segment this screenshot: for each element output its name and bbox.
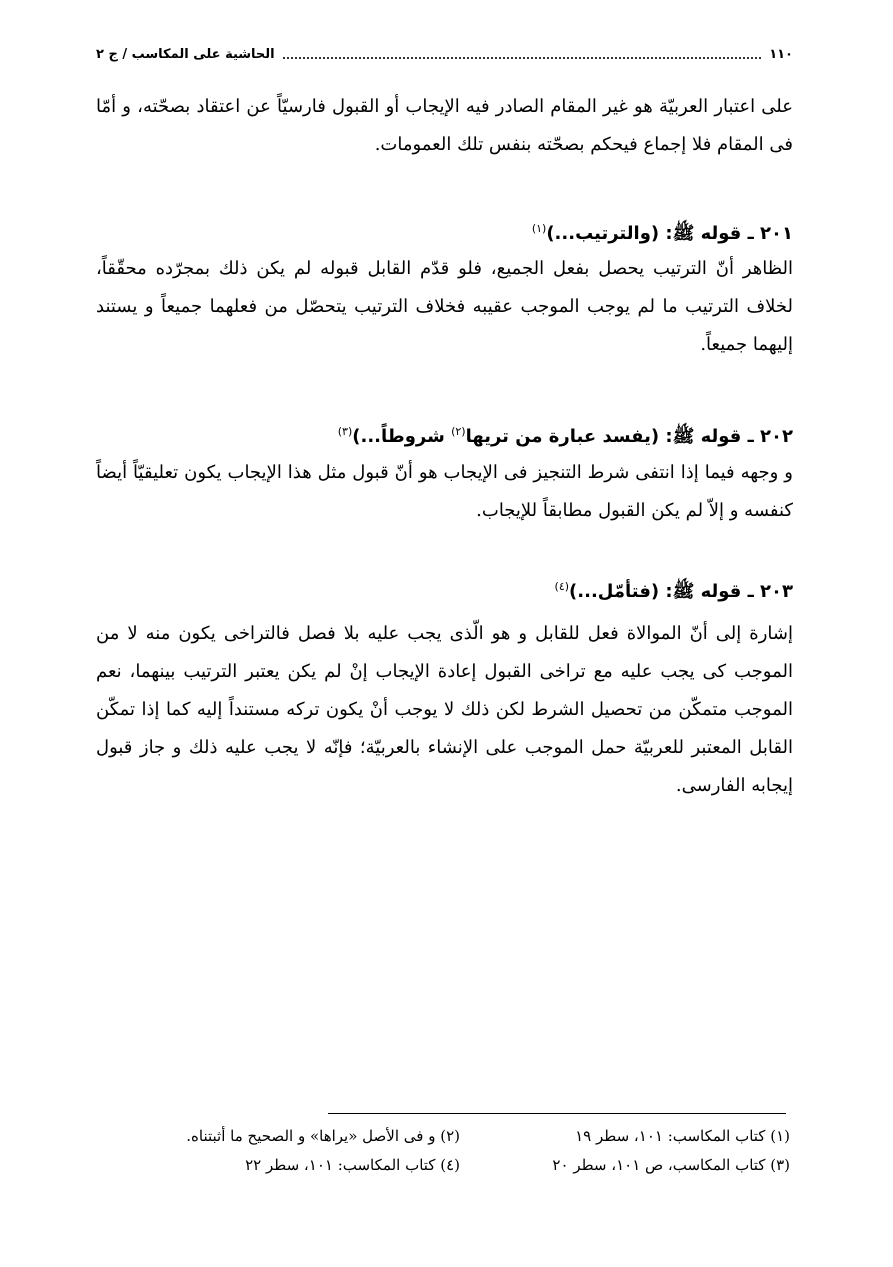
intro-paragraph: على اعتبار العربيّة هو غير المقام الصادر فيه الإيجاب أو القبول فارسيّاً عن اعتقاد بصحّته، و أمّا فى المقام فلا إجماع فيحكم بصحّته بنفس تلك العمومات. [96, 96, 793, 155]
header-leader-dots [283, 57, 762, 59]
footnote-ref-1[interactable]: (١) [531, 222, 547, 235]
footnote-4: (٤) كتاب المكاسب: ١٠١، سطر ٢٢ [245, 1156, 460, 1174]
section-heading-203 [96, 573, 793, 606]
footnote-2: (٢) و فى الأصل «يراها» و الصحيح ما أثبتناه. [186, 1127, 460, 1145]
footnote-row [100, 1122, 790, 1151]
section-heading-202 [96, 418, 793, 451]
header-title: الحاشية على المكاسب / ج ٢ [96, 46, 275, 62]
section-paragraph-201: الظاهر أنّ الترتيب يحصل بفعل الجميع، فلو قدّم القابل قبوله لم يكن ذلك بمجرّده محقّقاً، لخلاف الترتيب ما لم يوجب الموجب عقيبه فخلاف الترتيب يتحصّل من فعلهما جميعاً و يستند إليهما جميعاً. [96, 258, 793, 355]
footnote-1: (١) كتاب المكاسب: ١٠١، سطر ١٩ [575, 1127, 790, 1145]
footnote-row [100, 1151, 790, 1180]
footnote-3: (٣) كتاب المكاسب، ص ١٠١، سطر ٢٠ [552, 1156, 790, 1174]
footnote-ref-4[interactable]: (٤) [554, 580, 570, 593]
footnote-ref-3[interactable]: (٣) [337, 425, 353, 438]
section-heading-201-text: ٢٠١ ـ قوله ﷺ: (والترتيب...) [546, 223, 793, 244]
section-heading-203-text: ٢٠٣ ـ قوله ﷺ: (فتأمّل...) [569, 581, 793, 602]
section-heading-201 [96, 215, 793, 248]
footnote-divider [328, 1113, 786, 1114]
page-number: ١١٠ [769, 46, 793, 62]
footnotes [100, 1122, 790, 1180]
section-paragraph-203: إشارة إلى أنّ الموالاة فعل للقابل و هو الّذى يجب عليه بلا فصل فالتراخى يكون منه لا من الموجب كى يجب عليه مع تراخى القبول إعادة الإيجاب إنْ لم يكن يعتبر الترتيب بينهما، نعم الموجب متمكّن من تحصيل الشرط لكن ذلك لا يوجب أنْ يكون تركه مستنداً إليه كما إذا تمكّن القابل المعتبر للعربيّة حمل الموجب على الإنشاء بالعربيّة؛ فإنّه لا يجب عليه ذلك و جاز قبول إيجابه الفارسى. [96, 623, 793, 796]
section-heading-202-text-a: ٢٠٢ ـ قوله ﷺ: (يفسد عبارة من تريها [465, 426, 793, 447]
footnote-ref-2[interactable]: (٢) [451, 425, 466, 438]
section-heading-202-text-b: شروطاً...) [352, 426, 452, 447]
section-paragraph-202: و وجهه فيما إذا انتفى شرط التنجيز فى الإيجاب هو أنّ قبول مثل هذا الإيجاب يكون تعليقيّاً أيضاً كنفسه و إلاّ لم يكن القبول مطابقاً للإيجاب. [96, 462, 793, 521]
running-header [96, 40, 793, 68]
